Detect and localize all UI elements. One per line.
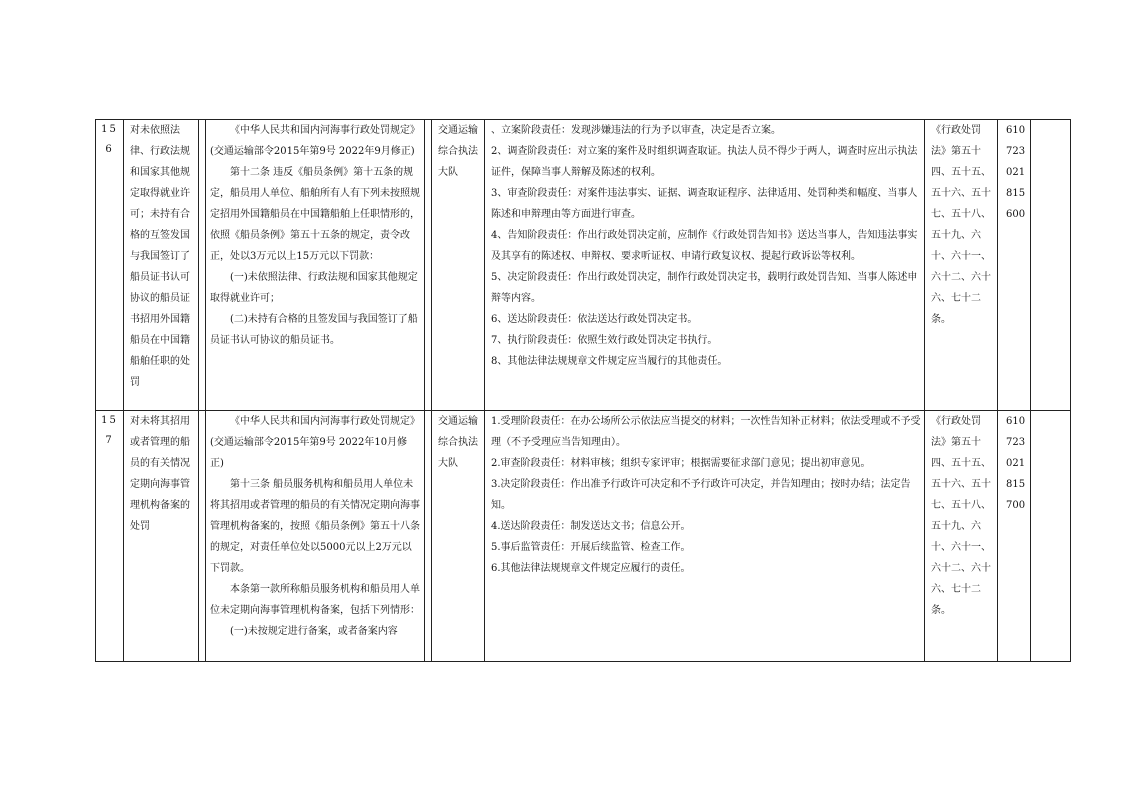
basis-clause: 本条第一款所称船员服务机构和船员用人单位未定期向海事管理机构备案，包括下列情形： [210, 584, 420, 616]
duty-item: 4.送达阶段责任：制发送达文书；信息公开。 [491, 521, 691, 532]
table-row [96, 411, 1071, 662]
duty-item: 3.决定阶段责任：作出准予行政许可决定和不予行政许可决定，并告知理由；按时办结；法定告知。 [491, 479, 911, 511]
item-name-cell [124, 120, 199, 411]
remark-cell [1031, 411, 1071, 662]
basis-article: 第十三条 船员服务机构和船员用人单位未将其招用或者管理的船员的有关情况定期向海事管理机构备案的，按照《船员条例》第五十八条的规定，对责任单位处以5000元以上2万元以下罚款。 [210, 479, 420, 574]
department: 交通运输综合执法大队 [438, 416, 478, 469]
duty-item: 7、执行阶段责任：依照生效行政处罚决定书执行。 [491, 335, 718, 346]
legal-basis-cell [199, 120, 432, 411]
duty-item: 1.受理阶段责任：在办公场所公示依法应当提交的材料；一次性告知补正材料；依法受理或不予受理（不予受理应当告知理由）。 [491, 416, 921, 448]
basis-clause: (一)未依照法律、行政法规和国家其他规定取得就业许可； [210, 272, 418, 304]
duty-item: 3、审查阶段责任：对案件违法事实、证据、调查取证程序、法律适用、处罚种类和幅度、当事人陈述和申辩理由等方面进行审查。 [491, 188, 918, 220]
duties-cell [485, 411, 925, 662]
duties-cell [485, 120, 925, 411]
row-number-cell [96, 411, 124, 662]
department-cell [432, 120, 485, 411]
item-name: 对未依照法律、行政法规和国家其他规定取得就业许可；未持有合格的互签发国与我国签订了船员证书认可协议的船员证书招用外国籍船员在中国籍船舶任职的处罚 [130, 125, 190, 388]
basis-title: 《中华人民共和国内河海事行政处罚规定》(交通运输部令2015年第9号 2022年9月修正) [210, 125, 420, 157]
duty-item: 4、告知阶段责任：作出行政处罚决定前，应制作《行政处罚告知书》送达当事人，告知违法事实及其享有的陈述权、申辩权、要求听证权、申请行政复议权、提起行政诉讼等权利。 [491, 230, 918, 262]
accountability-cell [925, 120, 998, 411]
basis-clause: (一)未按规定进行备案，或者备案内容 [230, 626, 398, 637]
duty-item: 5.事后监管责任：开展后续监管、检查工作。 [491, 542, 691, 553]
code-cell [998, 120, 1031, 411]
item-code: 610723021815600 [1006, 125, 1026, 220]
duty-item: 6、送达阶段责任：依法送达行政处罚决定书。 [491, 314, 698, 325]
table-row [96, 120, 1071, 411]
accountability-cell [925, 411, 998, 662]
row-number-cell [96, 120, 124, 411]
department-cell [432, 411, 485, 662]
row-number: 157 [101, 415, 118, 446]
accountability-basis: 《行政处罚法》第五十四、五十五、五十六、五十七、五十八、五十九、六十、六十一、六十二、六十六、七十二条。 [931, 125, 991, 325]
legal-basis-cell [199, 411, 432, 662]
department: 交通运输综合执法大队 [438, 125, 478, 178]
item-name: 对未将其招用或者管理的船员的有关情况定期向海事管理机构备案的处罚 [130, 416, 190, 532]
duty-item: 2、调查阶段责任：对立案的案件及时组织调查取证。执法人员不得少于两人，调查时应出示执法证件，保障当事人辩解及陈述的权利。 [491, 146, 918, 178]
basis-clause: (二)未持有合格的且签发国与我国签订了船员证书认可协议的船员证书。 [210, 314, 418, 346]
remark-cell [1031, 120, 1071, 411]
accountability-basis: 《行政处罚法》第五十四、五十五、五十六、五十七、五十八、五十九、六十、六十一、六十二、六十六、七十二条。 [931, 416, 991, 616]
code-cell [998, 411, 1031, 662]
duty-item: 、立案阶段责任：发现涉嫌违法的行为予以审查，决定是否立案。 [491, 125, 781, 136]
basis-title: 《中华人民共和国内河海事行政处罚规定》(交通运输部令2015年第9号 2022年10月修正) [210, 416, 420, 469]
row-number: 156 [101, 124, 118, 155]
penalty-table [95, 119, 1071, 662]
item-name-cell [124, 411, 199, 662]
basis-article: 第十二条 违反《船员条例》第十五条的规定，船员用人单位、船舶所有人有下列未按照规定招用外国籍船员在中国籍船舶上任职情形的，依照《船员条例》第五十五条的规定，责令改正，处以3万元以上15万元以下罚款： [210, 167, 420, 262]
duty-item: 2.审查阶段责任：材料审核；组织专家评审；根据需要征求部门意见；提出初审意见。 [491, 458, 871, 469]
duty-item: 6.其他法律法规规章文件规定应履行的责任。 [491, 563, 691, 574]
duty-item: 8、其他法律法规规章文件规定应当履行的其他责任。 [491, 356, 728, 367]
item-code: 610723021815700 [1006, 416, 1026, 511]
duty-item: 5、决定阶段责任：作出行政处罚决定，制作行政处罚决定书，载明行政处罚告知、当事人陈述申辩等内容。 [491, 272, 918, 304]
